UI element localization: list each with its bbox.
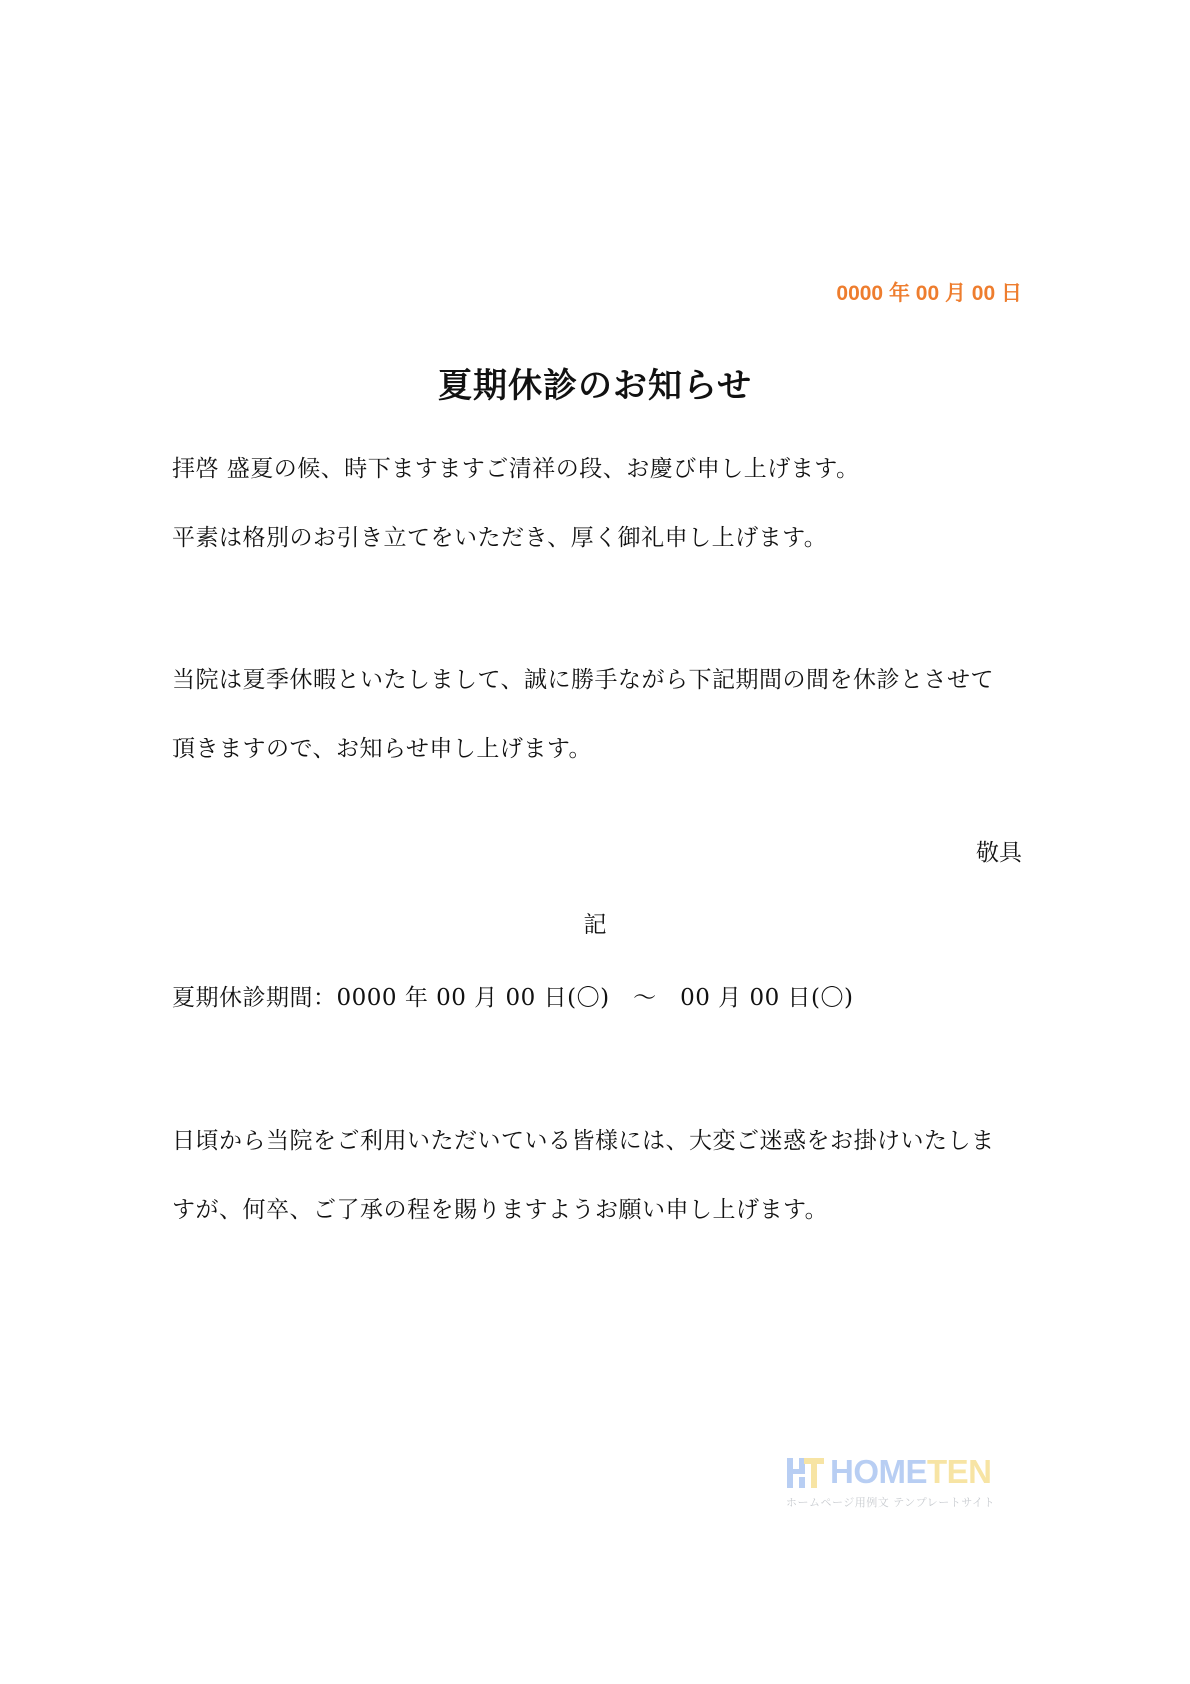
hometen-logo-mark-icon	[786, 1455, 826, 1489]
logo-word-ten: TEN	[927, 1453, 992, 1490]
logo-tagline: ホームページ用例文 テンプレートサイト	[786, 1496, 996, 1509]
hometen-logo	[786, 1453, 1016, 1509]
closing-remark: 敬具	[976, 840, 1022, 866]
notice-line-2: 頂きますので、お知らせ申し上げます。	[172, 736, 593, 762]
logo-word-home: HOME	[830, 1453, 927, 1490]
closure-period: 夏期休診期間：0000 年 00 月 00 日(〇) ～ 00 月 00 日(〇)	[172, 985, 854, 1011]
notice-line-1: 当院は夏季休暇といたしまして、誠に勝手ながら下記期間の間を休診とさせて	[172, 667, 995, 693]
greeting-line-2: 平素は格別のお引き立てをいただき、厚く御礼申し上げます。	[172, 525, 828, 551]
apology-line-1: 日頃から当院をご利用いただいている皆様には、大変ご迷惑をお掛けいたしま	[172, 1128, 995, 1154]
apology-line-2: すが、何卒、ご了承の程を賜りますようお願い申し上げます。	[172, 1197, 829, 1223]
document-title: 夏期休診のお知らせ	[438, 366, 752, 406]
ki-heading: 記	[583, 912, 607, 938]
hometen-wordmark	[830, 1453, 992, 1491]
greeting-line-1: 拝啓 盛夏の候、時下ますますご清祥の段、お慶び申し上げます。	[172, 456, 860, 482]
document-date: 0000 年 00 月 00 日	[836, 282, 1022, 305]
